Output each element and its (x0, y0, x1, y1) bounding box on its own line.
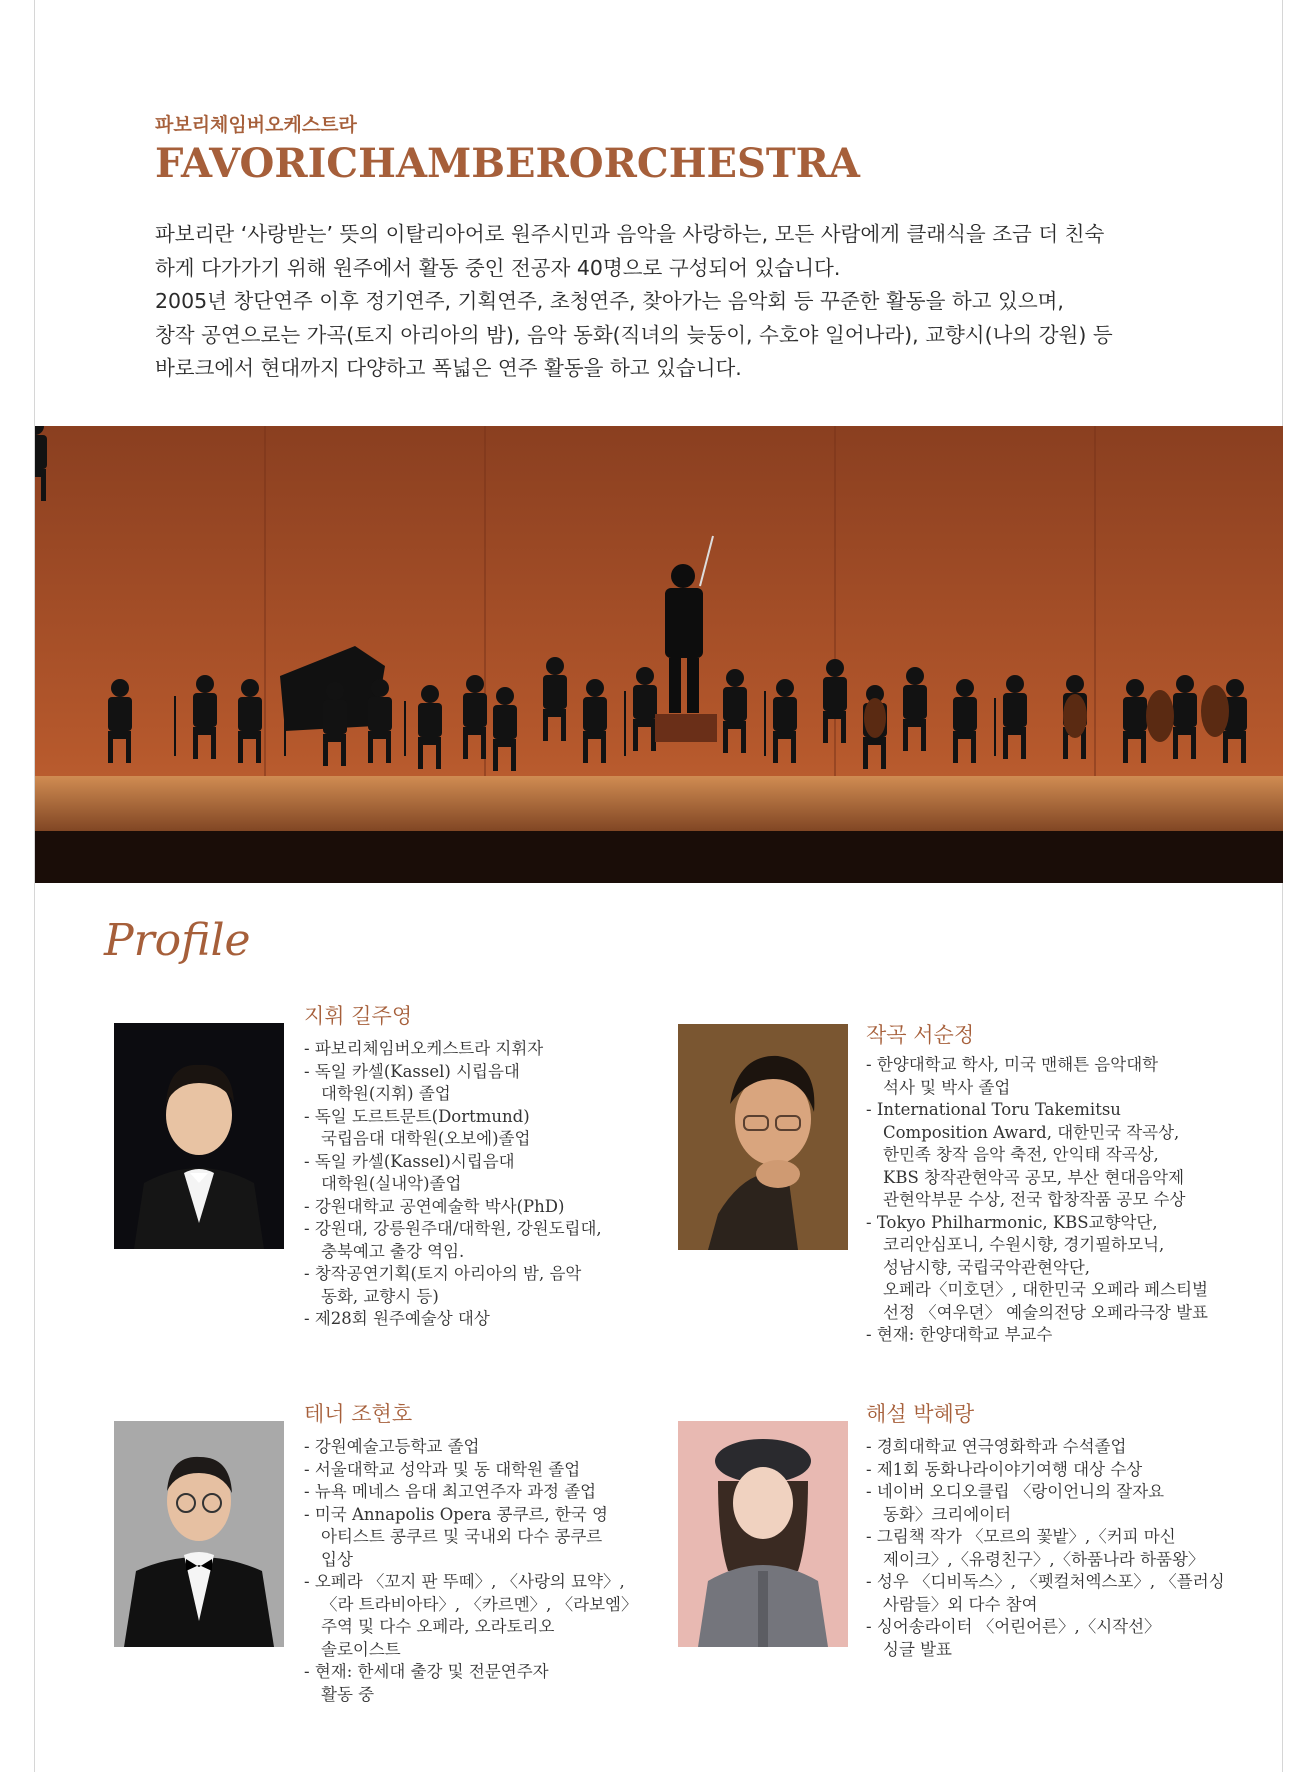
profile-item: - 독일 카셀(Kassel)시립음대 대학원(실내악)졸업 (304, 1151, 515, 1193)
profile-item: - 현재: 한양대학교 부교수 (866, 1325, 1053, 1344)
conductor-portrait (114, 1023, 284, 1249)
intro-line: 파보리란 ‘사랑받는’ 뜻의 이탈리아어로 원주시민과 음악을 사랑하는, 모든 사람에게 클래식을 조금 더 친숙 (155, 222, 1105, 246)
profile-item: - 창작공연기획(토지 아리아의 밤, 음악 동화, 교향시 등) (304, 1264, 582, 1306)
profile-list-narrator (866, 1436, 1266, 1661)
profile-item: - International Toru Takemitsu Composition Award, 대한민국 작곡상, 한민족 창작 음악 축전, 안익태 작곡상, KBS 창작관현악곡 공모, 부산 현대음악제 관현악부문 수상, 전국 합창작품 공모 수상 (866, 1100, 1186, 1209)
profile-item: - 미국 Annapolis Opera 콩쿠르, 한국 영 아티스트 콩쿠르 및 국내외 다수 콩쿠르 입상 (304, 1504, 608, 1569)
profile-list-tenor (304, 1436, 664, 1706)
profile-item: - 제1회 동화나라이야기여행 대상 수상 (866, 1459, 1143, 1479)
profile-item: - 독일 도르트문트(Dortmund) 국립음대 대학원(오보에)졸업 (304, 1106, 531, 1148)
profile-list-composer (866, 1054, 1266, 1347)
intro-line: 창작 공연으로는 가곡(토지 아리아의 밤), 음악 동화(직녀의 늦둥이, 수호야 일어나라), 교향시(나의 강원) 등 (155, 322, 1113, 347)
profile-name: 작곡 서순정 (866, 1023, 975, 1047)
composer-portrait (678, 1024, 848, 1250)
profile-item: - 독일 카셀(Kassel) 시립음대 대학원(지휘) 졸업 (304, 1061, 520, 1103)
profile-item: - 강원예술고등학교 졸업 (304, 1437, 480, 1456)
profile-item: - 성우 〈디비독스〉, 〈펫컬처엑스포〉, 〈플러싱 사람들〉외 다수 참여 (866, 1572, 1225, 1614)
orchestra-english-name: FAVORICHAMBERORCHESTRA (155, 140, 860, 187)
profile-item: - 한양대학교 학사, 미국 맨해튼 음악대학 석사 및 박사 졸업 (866, 1055, 1159, 1097)
profile-name: 해설 박혜랑 (866, 1402, 975, 1426)
profile-item: - Tokyo Philharmonic, KBS교향악단, 코리안심포니, 수원시향, 경기필하모닉, 성남시향, 국립국악관현악단, 오페라〈미호뎐〉, 대한민국 오페라 페스티벌 선정 〈여우뎐〉 예술의전당 오페라극장 발표 (866, 1212, 1208, 1322)
profile-item: - 경희대학교 연극영화학과 수석졸업 (866, 1437, 1127, 1456)
profile-item: - 서울대학교 성악과 및 동 대학원 졸업 (304, 1459, 581, 1479)
profile-item: - 강원대학교 공연예술학 박사(PhD) (304, 1196, 565, 1216)
intro-line: 2005년 창단연주 이후 정기연주, 기획연주, 초청연주, 찾아가는 음악회 등 꾸준한 활동을 하고 있으며, (155, 289, 1064, 313)
tenor-portrait (114, 1421, 284, 1647)
profile-list-conductor (304, 1038, 664, 1331)
profile-section-title: Profile (104, 915, 251, 966)
page-border-left (34, 0, 35, 1772)
profile-item: - 파보리체임버오케스트라 지휘자 (304, 1039, 544, 1058)
orchestra-concert-photo (35, 426, 1283, 883)
profile-item: - 현재: 한세대 출강 및 전문연주자 활동 중 (304, 1662, 549, 1704)
narrator-portrait (678, 1421, 848, 1647)
page-border-right (1282, 0, 1283, 1772)
intro-paragraph (155, 218, 1215, 386)
orchestra-korean-name: 파보리체임버오케스트라 (155, 114, 357, 136)
profile-name: 테너 조현호 (304, 1402, 413, 1426)
profile-item: - 네이버 오디오클립 〈랑이언니의 잘자요 동화〉크리에이터 (866, 1482, 1165, 1524)
profile-item: - 뉴욕 메네스 음대 최고연주자 과정 졸업 (304, 1482, 597, 1501)
profile-item: - 오페라 〈꼬지 판 뚜떼〉, 〈사랑의 묘약〉, 〈라 트라비아타〉, 〈카르멘〉, 〈라보엠〉 주역 및 다수 오페라, 오라토리오 솔로이스트 (304, 1572, 638, 1659)
intro-line: 하게 다가가기 위해 원주에서 활동 중인 전공자 40명으로 구성되어 있습니다. (155, 255, 841, 280)
profile-name: 지휘 길주영 (304, 1004, 413, 1028)
intro-line: 바로크에서 현대까지 다양하고 폭넓은 연주 활동을 하고 있습니다. (155, 356, 742, 380)
profile-item: - 싱어송라이터 〈어린어른〉,〈시작선〉 싱글 발표 (866, 1617, 1161, 1659)
profile-item: - 그림책 작가 〈모르의 꽃밭〉,〈커피 마신 제이크〉,〈유령친구〉,〈하품나라 하품왕〉 (866, 1527, 1205, 1569)
profile-item: - 제28회 원주예술상 대상 (304, 1309, 490, 1328)
profile-item: - 강원대, 강릉원주대/대학원, 강원도립대, 충북예고 출강 역임. (304, 1219, 602, 1261)
